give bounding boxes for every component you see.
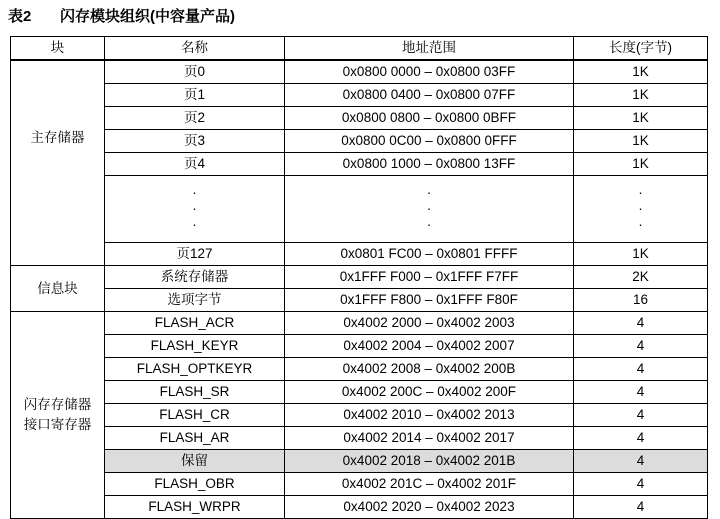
row-name: FLASH_OPTKEYR [105,358,285,381]
row-size: 4 [574,427,708,450]
table-row [11,130,708,153]
row-size: 1K [574,153,708,176]
table-row [11,107,708,130]
table-row [11,473,708,496]
reserved-row [11,450,708,473]
row-address: 0x0800 0400 – 0x0800 07FF [285,84,574,107]
ellipsis-dot: · [426,201,432,216]
row-size: 4 [574,404,708,427]
row-size: 2K [574,266,708,289]
table-row [11,312,708,335]
ellipsis-dot: · [426,185,432,200]
ellipsis-dot: · [426,217,432,232]
row-address: 0x0800 0000 – 0x0800 03FF [285,60,574,84]
row-size: 4 [574,496,708,519]
header-row [11,37,708,61]
row-address: 0x4002 2018 – 0x4002 201B [285,450,574,473]
row-name: 页3 [105,130,285,153]
row-address: 0x1FFF F800 – 0x1FFF F80F [285,289,574,312]
row-address: 0x0800 0C00 – 0x0800 0FFF [285,130,574,153]
row-address: 0x4002 2020 – 0x4002 2023 [285,496,574,519]
ellipsis-dot: · [192,185,197,200]
row-size: 4 [574,381,708,404]
row-size: 1K [574,243,708,266]
ellipsis-dot: · [638,217,643,232]
row-name: 页0 [105,60,285,84]
ellipsis-dot: · [638,185,643,200]
row-name: 保留 [105,450,285,473]
row-name: FLASH_KEYR [105,335,285,358]
row-size: 1K [574,84,708,107]
block-info: 信息块 [11,266,105,312]
row-size: 4 [574,335,708,358]
row-name: FLASH_CR [105,404,285,427]
row-name: 页2 [105,107,285,130]
table-row [11,427,708,450]
row-address: 0x0800 0800 – 0x0800 0BFF [285,107,574,130]
row-name: 页1 [105,84,285,107]
row-size: 4 [574,473,708,496]
row-size: 1K [574,60,708,84]
block-interface-line2: 接口寄存器 [23,417,92,432]
row-address: 0x4002 2000 – 0x4002 2003 [285,312,574,335]
row-name: FLASH_AR [105,427,285,450]
header-name: 名称 [105,37,285,61]
ellipsis-size [574,176,708,243]
row-address: 0x0800 1000 – 0x0800 13FF [285,153,574,176]
table-row [11,243,708,266]
row-size: 1K [574,107,708,130]
table-row [11,60,708,84]
row-name: FLASH_SR [105,381,285,404]
table-row [11,335,708,358]
ellipsis-dot: · [192,217,197,232]
table-row [11,381,708,404]
row-size: 4 [574,450,708,473]
table-row [11,404,708,427]
row-size: 4 [574,312,708,335]
row-name: FLASH_OBR [105,473,285,496]
table-row [11,153,708,176]
block-interface-registers [11,312,105,519]
ellipsis-dot: · [192,201,197,216]
row-size: 16 [574,289,708,312]
ellipsis-row [11,176,708,243]
flash-organization-table [10,36,708,519]
row-address: 0x4002 2014 – 0x4002 2017 [285,427,574,450]
header-size: 长度(字节) [574,37,708,61]
row-name: 页4 [105,153,285,176]
table-row [11,496,708,519]
row-name: FLASH_ACR [105,312,285,335]
row-name: 选项字节 [105,289,285,312]
table-caption [8,6,235,28]
row-address: 0x4002 2004 – 0x4002 2007 [285,335,574,358]
row-address: 0x4002 200C – 0x4002 200F [285,381,574,404]
row-name: 系统存储器 [105,266,285,289]
table-title: 闪存模块组织(中容量产品) [60,8,235,25]
row-address: 0x0801 FC00 – 0x0801 FFFF [285,243,574,266]
row-size: 1K [574,130,708,153]
row-address: 0x1FFF F000 – 0x1FFF F7FF [285,266,574,289]
row-address: 0x4002 201C – 0x4002 201F [285,473,574,496]
table-number: 表2 [8,8,32,25]
row-name: FLASH_WRPR [105,496,285,519]
ellipsis-address [285,176,574,243]
ellipsis-dot: · [638,201,643,216]
header-block: 块 [11,37,105,61]
ellipsis-name [105,176,285,243]
table-row [11,289,708,312]
block-interface-line1: 闪存存储器 [23,397,92,412]
table-row [11,358,708,381]
row-name: 页127 [105,243,285,266]
table-row [11,84,708,107]
block-main-memory: 主存储器 [11,60,105,266]
header-address: 地址范围 [285,37,574,61]
row-address: 0x4002 2008 – 0x4002 200B [285,358,574,381]
row-size: 4 [574,358,708,381]
table-row [11,266,708,289]
row-address: 0x4002 2010 – 0x4002 2013 [285,404,574,427]
